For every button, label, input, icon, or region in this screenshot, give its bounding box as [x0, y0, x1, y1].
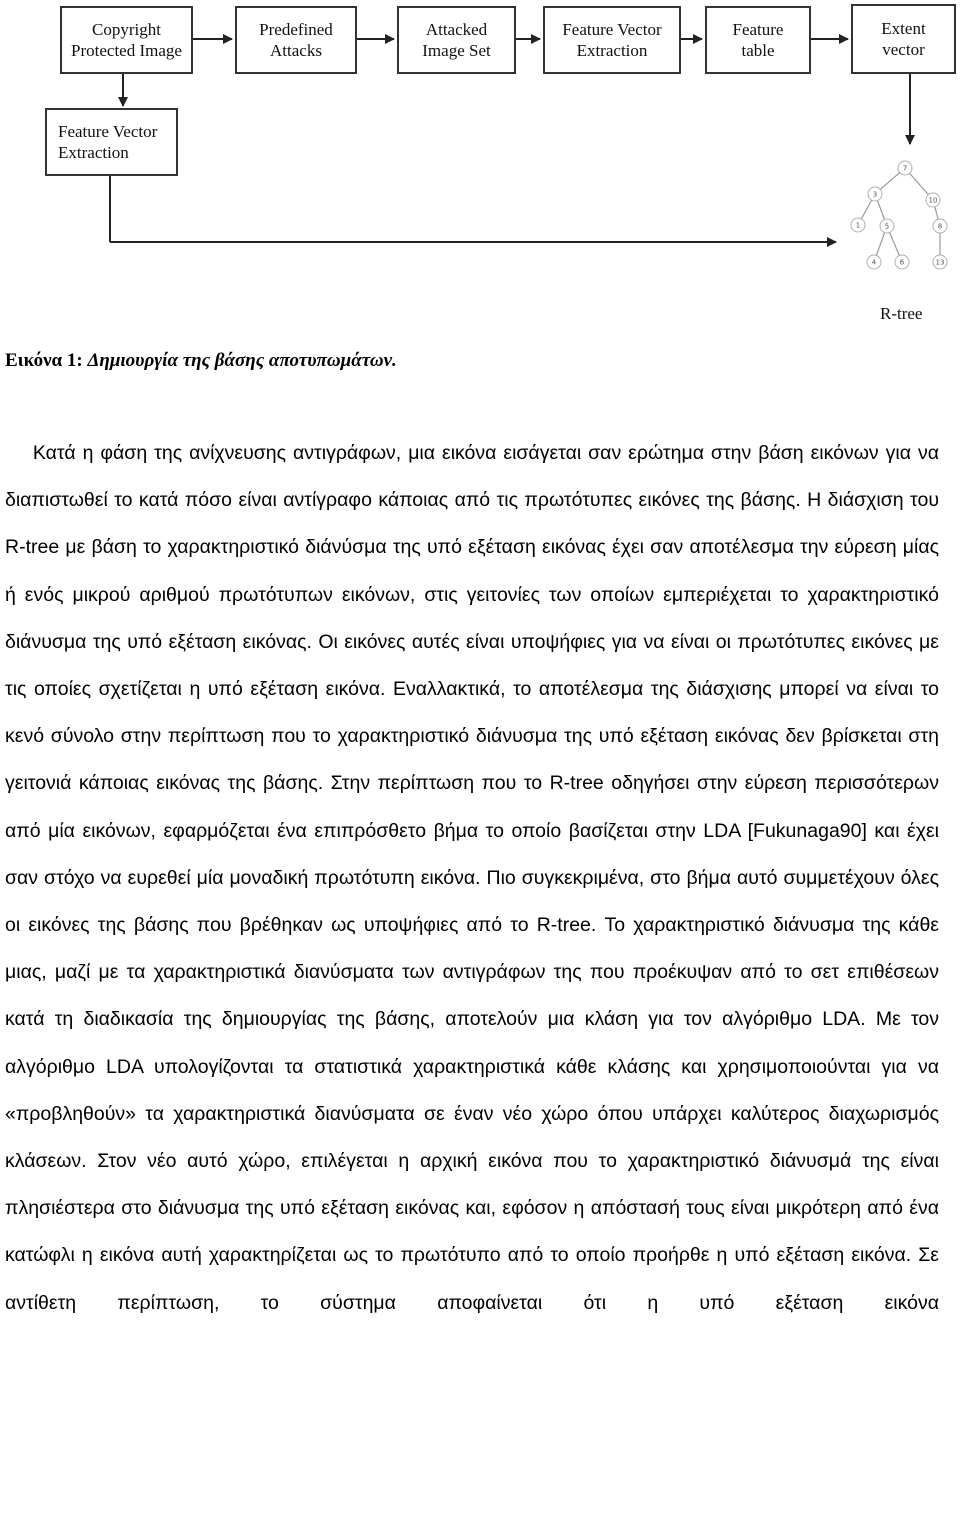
attacked-image-set-box: Attacked Image Set	[397, 6, 516, 74]
caption-title: Δημιουργία της βάσης αποτυπωμάτων.	[87, 350, 397, 371]
feature-vector-extraction-bottom-box: Feature Vector Extraction	[45, 108, 178, 176]
feature-vector-extraction-top-box: Feature Vector Extraction	[543, 6, 681, 74]
tree-node-label: 13	[935, 258, 945, 267]
copyright-protected-image-box: Copyright Protected Image	[60, 6, 193, 74]
extent-vector-box: Extent vector	[851, 4, 956, 74]
body-paragraph: Κατά η φάση της ανίχνευσης αντιγράφων, μια εικόνα εισάγεται σαν ερώτημα στην βάση εικόνων για να διαπιστωθεί το κατά πόσο είναι αντίγραφο κάποιας από τις πρωτότυπες εικόνες της βάσης. Η διάσχιση του R-tree με βάση το χαρακτηριστικό διάνύσμα της υπό εξέταση εικόνας έχει σαν αποτέλεσμα την εύρεση μίας ή ενός μικρού αριθμού πρωτότυπων εικόνων, στις γειτονίες των οποίων εμπεριέχεται το χαρακτηριστικό διάνυσμα της υπό εξέταση εικόνας. Οι εικόνες αυτές είναι υποψήφιες για να είναι οι πρωτότυπες εικόνες με τις οποίες σχετίζεται η υπό εξέταση εικόνα. Εναλλακτικά, το αποτέλεσμα της διάσχισης μπορεί να είναι το κενό σύνολο στην περίπτωση που το χαρακτηριστικό διάνυσμα της υπό εξέταση εικόνας δεν βρίσκεται στη γειτονιά κάποιας εικόνας της βάσης. Στην περίπτωση που το R-tree οδηγήσει στην εύρεση περισσότερων από μία εικόνων, εφαρμόζεται ένα επιπρόσθετο βήμα το οποίο βασίζεται στην LDA [Fukunaga90] και έχει σαν στόχο να ευρεθεί μία μοναδική πρωτότυπη εικόνα. Πιο συγκεκριμένα, στο βήμα αυτό συμμετέχουν όλες οι εικόνες της βάσης που βρέθηκαν ως υποψήφιες από το R-tree. Το χαρακτηριστικό διάνυσμα της κάθε μιας, μαζί με τα χαρακτηριστικά διανύσματα των αντιγράφων της που προέκυψαν από το σετ επιθέσεων κατά τη διαδικασία της δημιουργίας της βάσης, αποτελούν μια κλάση για τον αλγόριθμο LDA. Με τον αλγόριθμο LDA υπολογίζονται τα στατιστικά χαρακτηριστικά κάθε κλάσης και χρησιμοποιούνται για να «προβληθούν» τα χαρακτηριστικά διανύσματα σε έναν νέο χώρο όπου υπάρχει καλύτερος διαχωρισμός κλάσεων. Στον νέο αυτό χώρο, επιλέγεται η αρχική εικόνα που το χαρακτηριστικό διάνυσμά της είναι πλησιέστερα στο διάνυσμα της υπό εξέταση εικόνας και, εφόσον η απόστασή τους είναι μικρότερη από ένα κατώφλι η εικόνα αυτή χαρακτηρίζεται ως το πρωτότυπο από το οποίο προήρθε η υπό εξέταση εικόνα. Σε αντίθετη περίπτωση, το σύστημα αποφαίνεται ότι η υπό εξέταση εικόνα	[5, 442, 939, 1314]
tree-node-label: 1	[855, 221, 861, 230]
tree-node-label: 6	[899, 258, 905, 267]
rtree-graphic	[840, 150, 960, 280]
rtree-label: R-tree	[880, 304, 923, 323]
tree-node-label: 7	[902, 164, 908, 173]
tree-node-label: 3	[872, 190, 878, 199]
predefined-attacks-box: Predefined Attacks	[235, 6, 357, 74]
caption-label: Εικόνα 1:	[5, 350, 83, 371]
figure-caption	[5, 350, 397, 372]
tree-node-label: 10	[928, 196, 938, 205]
flow-diagram	[0, 0, 960, 340]
tree-node-label: 4	[871, 258, 877, 267]
tree-node-label: 5	[884, 222, 890, 231]
feature-table-box: Feature table	[705, 6, 811, 74]
tree-node-label: 8	[937, 222, 943, 231]
